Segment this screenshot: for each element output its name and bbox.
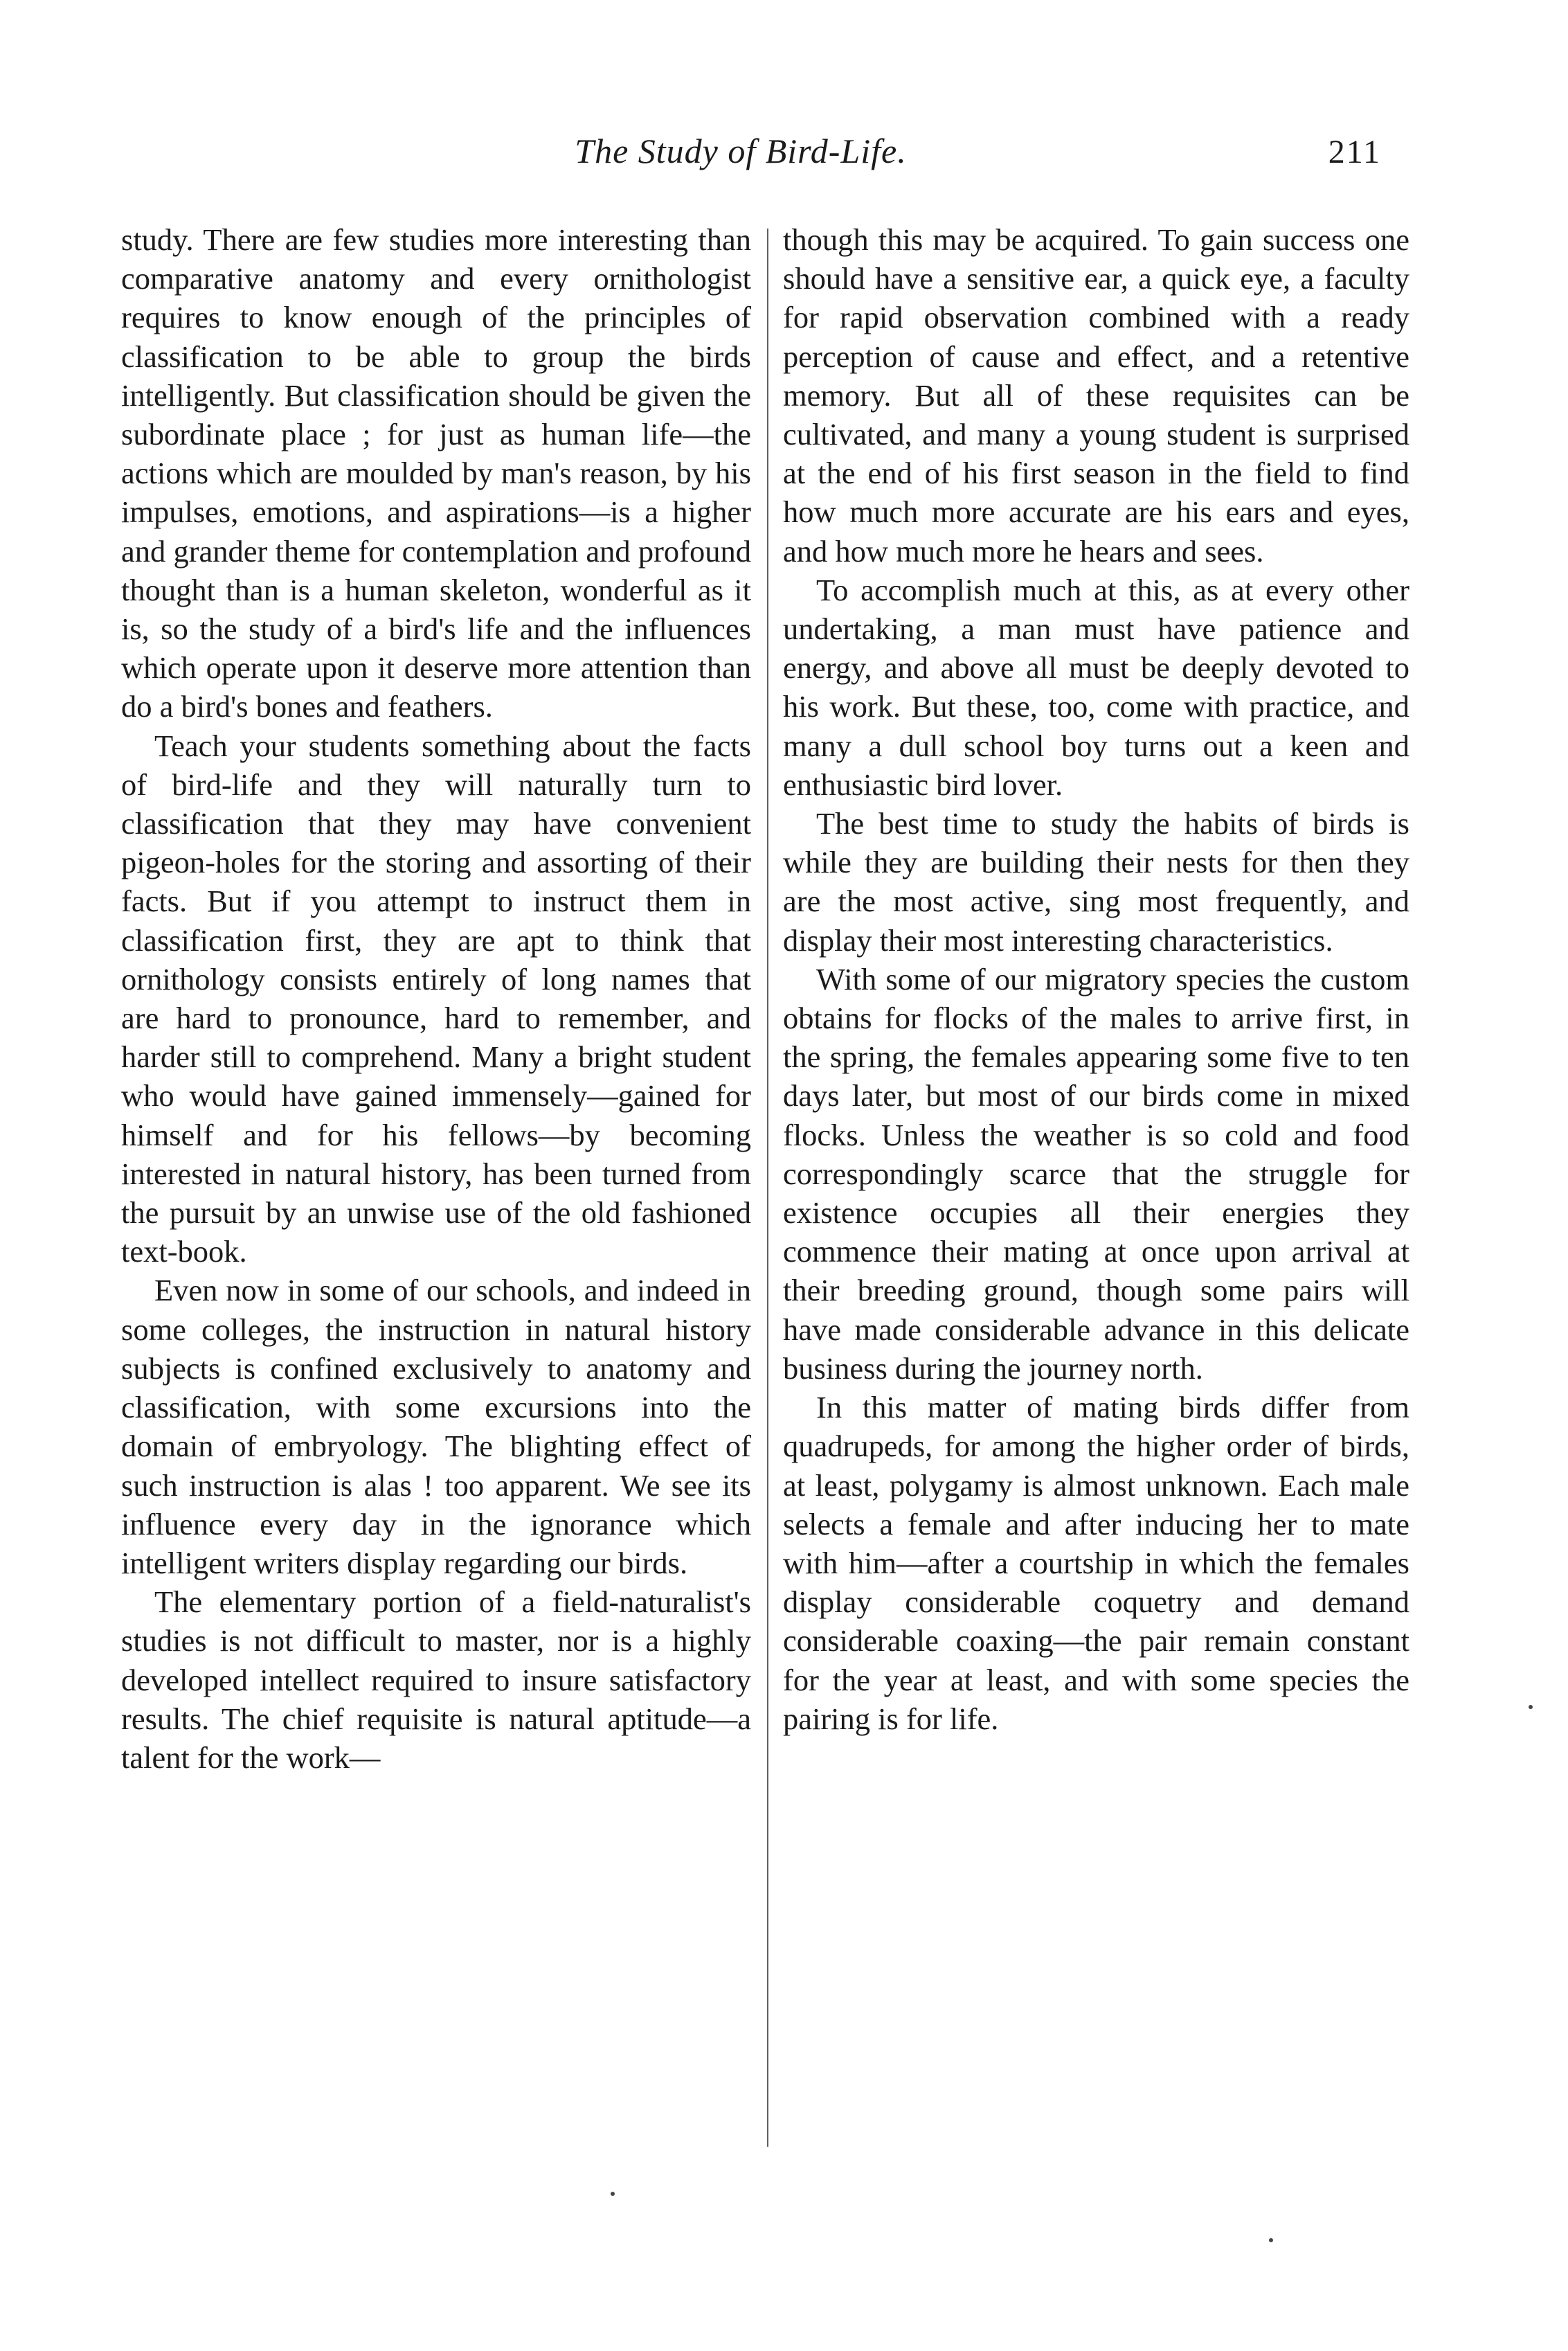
paragraph: The elementary portion of a field-naturalist's studies is not difficult to master, nor is a highly developed intellect required to insure satisfactory results. The chief requisite is natural aptitude—a talent for the work—: [121, 1584, 751, 1775]
paragraph: To accomplish much at this, as at every other undertaking, a man must have patience and energy, and above all must be deeply devoted to his work. But these, too, come with practice, and many a dull school boy turns out a keen and enthusiastic bird lover.: [783, 572, 1409, 802]
paragraph: study. There are few studies more interesting than comparative anatomy and every ornithologist requires to know enough of the principles of classification to be able to group the birds intelligently. But classification should be given the subordinate place ; for just as human life—the actions which are moulded by man's reason, by his impulses, emotions, and aspirations—is a higher and grander theme for contemplation and profound thought than is a human skeleton, wonderful as it is, so the study of a bird's life and the influences which operate upon it deserve more attention than do a bird's bones and feathers.: [121, 222, 751, 724]
running-title: The Study of Bird-Life.: [575, 132, 907, 170]
right-column: [783, 220, 1409, 1738]
paragraph: though this may be acquired. To gain success one should have a sensitive ear, a quick eye, a faculty for rapid observation combined with a ready perception of cause and effect, and a retentive memory. But all of these requisites can be cultivated, and many a young student is surprised at the end of his first season in the field to find how much more accurate are his ears and eyes, and how much more he hears and sees.: [783, 222, 1409, 569]
page-number: 211: [1328, 134, 1381, 170]
left-column: [121, 220, 751, 1777]
paragraph: Even now in some of our schools, and indeed in some colleges, the instruction in natural history subjects is confined exclusively to anatomy and classification, with some excursions into the domain of embryology. The blighting effect of such instruction is alas ! too apparent. We see its influence every day in the ignorance which intelligent writers display regarding our birds.: [121, 1273, 751, 1580]
print-speck: [1529, 1705, 1533, 1709]
paragraph: With some of our migratory species the custom obtains for flocks of the males to arrive first, in the spring, the females appearing some five to ten days later, but most of our birds come in mixed flocks. Unless the weather is so cold and food correspondingly scarce that the struggle for existence occupies all their energies they commence their mating at once upon arrival at their breeding ground, though some pairs will have made considerable advance in this delicate business during the journey north.: [783, 961, 1409, 1386]
paragraph: Teach your students something about the facts of bird-life and they will naturally turn to classification that they may have convenient pigeon-holes for the storing and assorting of their facts. But if you attempt to instruct them in classification first, they are apt to think that ornithology consists entirely of long names that are hard to pronounce, hard to remember, and harder still to comprehend. Many a bright student who would have gained immensely—gained for himself and for his fellows—by becoming interested in natural history, has been turned from the pursuit by an unwise use of the old fashioned text-book.: [121, 728, 751, 1269]
print-speck: [611, 2192, 615, 2196]
paragraph: The best time to study the habits of birds is while they are building their nests for then they are the most active, sing most frequently, and display their most interesting characteristics.: [783, 806, 1409, 958]
paragraph: In this matter of mating birds differ from quadrupeds, for among the higher order of birds, at least, polygamy is almost unknown. Each male selects a female and after inducing her to mate with him—after a courtship in which the females display considerable coquetry and demand considerable coaxing—the pair remain constant for the year at least, and with some species the pairing is for life.: [783, 1390, 1409, 1736]
column-divider: [767, 229, 768, 2147]
print-speck: [1269, 2238, 1273, 2242]
